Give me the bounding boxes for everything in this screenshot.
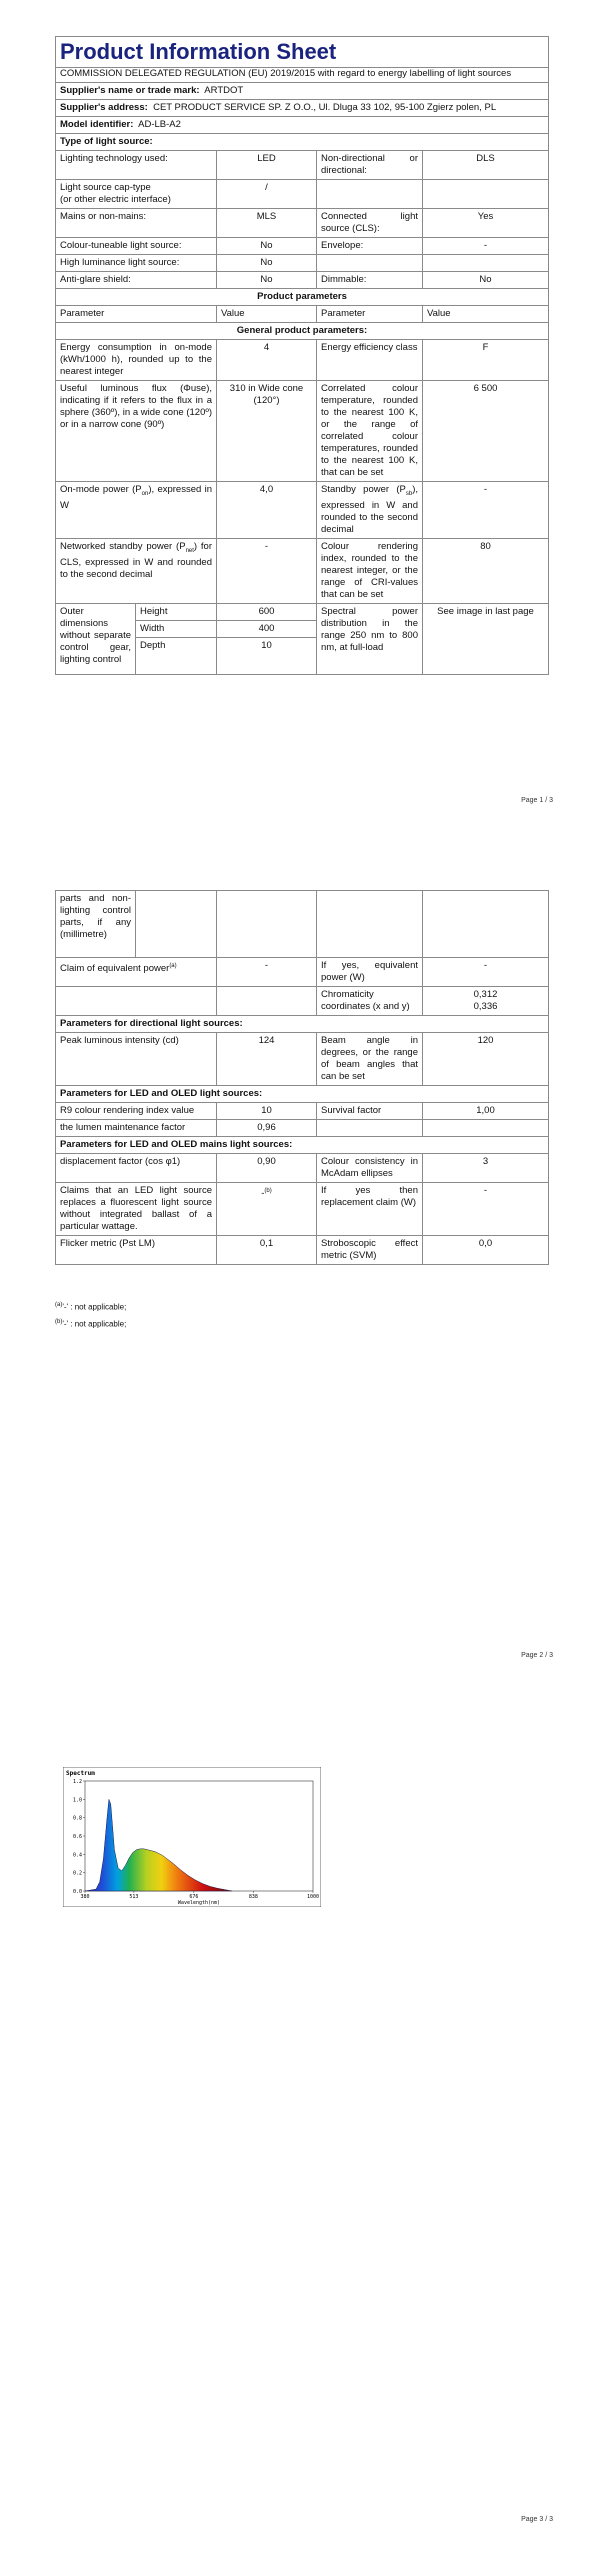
equivalent-power-claim-value: - (217, 958, 317, 987)
tech-label: Lighting technology used: (56, 151, 217, 180)
dimmable-value: No (423, 272, 549, 289)
luminous-flux-value: 310 in Wide cone (120°) (217, 381, 317, 482)
type-heading: Type of light source: (56, 134, 549, 151)
networked-standby-label-a: Networked standby power (P (60, 540, 186, 552)
stroboscopic-value: 0,0 (423, 1236, 549, 1265)
footnote-b-text: '-' : not applicable; (62, 1319, 127, 1329)
y-tick-label: 1.0 (72, 1797, 82, 1804)
x-tick-label: 838 (248, 1894, 258, 1900)
lumen-maintenance-label: the lumen maintenance factor (56, 1120, 217, 1137)
peak-intensity-value: 124 (217, 1033, 317, 1086)
equivalent-power-value: - (423, 958, 549, 987)
energy-consumption-value: 4 (217, 340, 317, 381)
cap-type-label-b: (or other electric interface) (60, 194, 171, 205)
equivalent-power-claim-label (56, 958, 217, 987)
footnote-b (55, 1315, 126, 1332)
energy-class-value: F (423, 340, 549, 381)
supplier-address-row (56, 100, 549, 117)
chromaticity-label: Chromaticity coordinates (x and y) (317, 987, 423, 1016)
beam-angle-value: 120 (423, 1033, 549, 1086)
survival-factor-value: 1,00 (423, 1103, 549, 1120)
page-number-2: Page 2 / 3 (521, 1652, 553, 1659)
stroboscopic-label: Stroboscopic effect metric (SVM) (317, 1236, 423, 1265)
anti-glare-value: No (217, 272, 317, 289)
mains-led-heading: Parameters for LED and OLED mains light sources: (56, 1137, 549, 1154)
peak-intensity-label: Peak luminous intensity (cd) (56, 1033, 217, 1086)
footnotes (55, 1298, 126, 1331)
envelope-label: Envelope: (317, 238, 423, 255)
outer-dimensions-label: Outer dimensions without separate control gear, lighting control (56, 603, 136, 674)
height-label: Height (136, 603, 217, 620)
width-label: Width (136, 620, 217, 637)
width-value: 400 (217, 620, 317, 637)
standby-power-label-a: Standby power (P (321, 484, 406, 495)
networked-standby-sub: net (185, 547, 194, 554)
high-luminance-value: No (217, 255, 317, 272)
energy-class-label: Energy efficiency class (317, 340, 423, 381)
mains-value: MLS (217, 209, 317, 238)
directional-value: DLS (423, 151, 549, 180)
on-mode-power-label-a: On-mode power (P (60, 484, 142, 495)
dimmable-label: Dimmable: (317, 272, 423, 289)
chromaticity-x: 0,312 (473, 989, 498, 1000)
directional-heading: Parameters for directional light sources: (56, 1016, 549, 1033)
x-axis-label: Wavelength(nm) (177, 1900, 221, 1906)
mains-label: Mains or non-mains: (56, 209, 217, 238)
y-tick-label: 0.4 (72, 1852, 82, 1859)
replacement-claim-label: Claims that an LED light source replaces a fluorescent light source without integrated ballast of a particular wattage. (56, 1183, 217, 1236)
y-tick-label: 0.2 (72, 1870, 82, 1877)
footnote-b-sup: (b) (55, 1318, 63, 1325)
networked-standby-value: - (217, 538, 317, 603)
colour-consistency-label: Colour consistency in McAdam ellipses (317, 1154, 423, 1183)
height-value: 600 (217, 603, 317, 620)
survival-factor-label: Survival factor (317, 1103, 423, 1120)
supplier-address-label: Supplier's address: (60, 102, 148, 113)
supplier-name-row (56, 83, 549, 100)
x-tick-label: 380 (80, 1894, 90, 1900)
cap-type-label (56, 180, 217, 209)
cct-label: Correlated colour temperature, rounded to the nearest 100 K, or the range of correlated colour temperatures, rounded to the nearest 100 K, that can be set (317, 381, 423, 482)
colour-tuneable-value: No (217, 238, 317, 255)
spectral-distribution-label: Spectral power distribution in the range 250 nm to 800 nm, at full-load (317, 603, 423, 674)
x-tick-label: 1000 (306, 1894, 320, 1900)
cap-type-value: / (217, 180, 317, 209)
high-luminance-label: High luminance light source: (56, 255, 217, 272)
product-info-table-page2 (55, 890, 549, 1265)
standby-power-sub: sb (405, 490, 413, 497)
col-header-parameter: Parameter (56, 306, 217, 323)
equivalent-power-claim-sup: (a) (169, 963, 177, 969)
equivalent-power-label: If yes, equivalent power (W) (317, 958, 423, 987)
regulation-text: COMMISSION DELEGATED REGULATION (EU) 2019/2015 with regard to energy labelling of light sources (56, 68, 549, 83)
replacement-claim-sup: (b) (264, 1188, 272, 1194)
standby-power-label (317, 482, 423, 539)
colour-consistency-value: 3 (423, 1154, 549, 1183)
beam-angle-label: Beam angle in degrees, or the range of beam angles that can be set (317, 1033, 423, 1086)
y-tick-label: 1.2 (72, 1779, 82, 1785)
y-tick-label: 0.8 (72, 1815, 82, 1822)
spectrum-title: Spectrum (66, 1770, 95, 1777)
sheet-title: Product Information Sheet (56, 37, 549, 68)
led-heading: Parameters for LED and OLED light sources: (56, 1086, 549, 1103)
lumen-maintenance-value: 0,96 (217, 1120, 317, 1137)
page-number-3: Page 3 / 3 (521, 2516, 553, 2523)
luminous-flux-label: Useful luminous flux (Φuse), indicating if it refers to the flux in a sphere (360º), in a wide cone (120º) or in a narrow cone (90º) (56, 381, 217, 482)
cri-label: Colour rendering index, rounded to the nearest integer, or the range of CRI-values that can be set (317, 538, 423, 603)
general-parameters-heading: General product parameters: (56, 323, 549, 340)
tech-value: LED (217, 151, 317, 180)
replacement-wattage-value: - (423, 1183, 549, 1236)
networked-standby-label (56, 538, 217, 603)
envelope-value: - (423, 238, 549, 255)
replacement-claim-dash: - (261, 1188, 265, 1200)
on-mode-power-value: 4,0 (217, 482, 317, 539)
footnote-a-sup: (a) (55, 1302, 63, 1308)
replacement-wattage-label: If yes then replacement claim (W) (317, 1183, 423, 1236)
cri-value: 80 (423, 538, 549, 603)
directional-label: Non-directional or directional: (317, 151, 423, 180)
on-mode-power-label (56, 482, 217, 539)
y-tick-label: 0.6 (72, 1834, 82, 1840)
page-number-1: Page 1 / 3 (521, 797, 553, 804)
supplier-name-value: ARTDOT (204, 85, 244, 96)
depth-label: Depth (136, 637, 217, 674)
x-tick-label: 676 (189, 1894, 199, 1900)
cls-value: Yes (423, 209, 549, 238)
standby-power-label-b: ), expressed in W and rounded to the second decimal (321, 484, 418, 535)
r9-label: R9 colour rendering index value (56, 1103, 217, 1120)
cls-label: Connected light source (CLS): (317, 209, 423, 238)
cap-type-label-a: Light source cap-type (60, 182, 151, 193)
y-tick-label: 0.0 (72, 1889, 82, 1895)
chromaticity-value (423, 987, 549, 1016)
networked-standby-label-b: ) for CLS, expressed in W and rounded to the second decimal (60, 540, 212, 580)
replacement-claim-value (217, 1183, 317, 1236)
flicker-label: Flicker metric (Pst LM) (56, 1236, 217, 1265)
flicker-value: 0,1 (217, 1236, 317, 1265)
supplier-address-value: CET PRODUCT SERVICE SP. Z O.O., Ul. Dluga 33 102, 95-100 Zgierz polen, PL (153, 102, 497, 113)
standby-power-value: - (423, 482, 549, 539)
energy-consumption-label: Energy consumption in on-mode (kWh/1000 h), rounded up to the nearest integer (56, 340, 217, 381)
r9-value: 10 (217, 1103, 317, 1120)
on-mode-power-label-b: ), expressed in W (60, 484, 212, 511)
colour-tuneable-label: Colour-tuneable light source: (56, 238, 217, 255)
model-label: Model identifier: (60, 119, 134, 130)
x-tick-label: 513 (129, 1894, 139, 1900)
col-header-value-2: Value (423, 306, 549, 323)
depth-value: 10 (217, 637, 317, 674)
displacement-factor-value: 0,90 (217, 1154, 317, 1183)
equivalent-power-claim-text: Claim of equivalent power (60, 963, 170, 975)
cct-value: 6 500 (423, 381, 549, 482)
on-mode-power-sub: on (141, 490, 149, 497)
model-row (56, 117, 549, 134)
chromaticity-y: 0,336 (473, 1001, 498, 1012)
footnote-a-text: '-' : not applicable; (62, 1302, 127, 1312)
spectrum-chart (63, 1767, 321, 1907)
anti-glare-label: Anti-glare shield: (56, 272, 217, 289)
col-header-parameter-2: Parameter (317, 306, 423, 323)
model-value: AD-LB-A2 (138, 119, 181, 130)
supplier-name-label: Supplier's name or trade mark: (60, 85, 200, 96)
col-header-value: Value (217, 306, 317, 323)
product-info-table-page1 (55, 36, 549, 675)
outer-dimensions-label-cont: parts and non-lighting control parts, if any (millimetre) (56, 891, 136, 958)
footnote-a (55, 1298, 126, 1315)
displacement-factor-label: displacement factor (cos φ1) (56, 1154, 217, 1183)
product-parameters-heading: Product parameters (56, 289, 549, 306)
spectral-distribution-value: See image in last page (423, 603, 549, 674)
